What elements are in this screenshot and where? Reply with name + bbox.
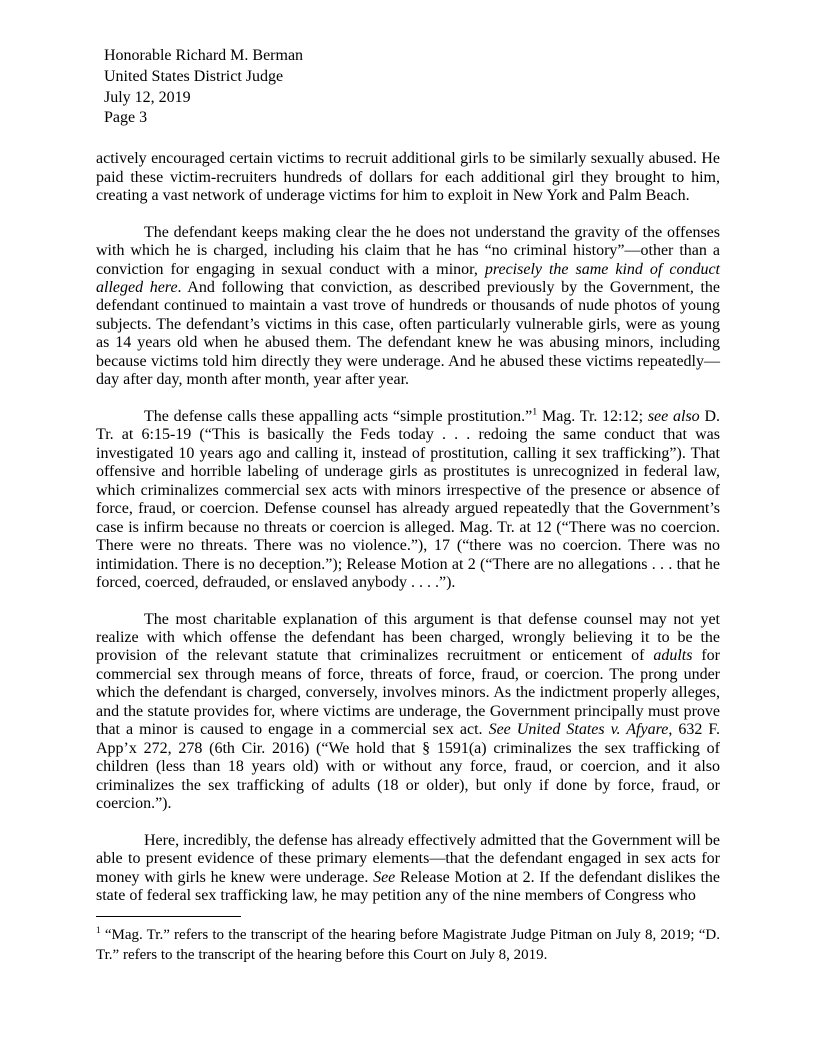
italic-text-run: precisely the same kind of conduct alleged here — [96, 260, 720, 296]
text-run: D. Tr. at 6:15-19 (“This is basically the Feds today . . . redoing the same conduct that was investigated 10 years ago and calling it, instead of prostitution, calling it sex trafficking”). That offensive and horrible labeling of underage girls as prostitutes is unrecognized in federal law, which criminalizes commercial sex acts with minors irrespective of the presence or absence of force, fraud, or coercion. Defense counsel has already argued repeatedly that the Government’s case is infirm because no threats or coercion is alleged. Mag. Tr. at 12 (“There was no coercion. There were no threats. There was no violence.”), 17 (“there was no coercion. There was no intimidation. There is no deception.”); Release Motion at 2 (“There are no allegations . . . that he forced, coerced, defrauded, or enslaved anybody . . . .”). — [96, 407, 720, 592]
text-run: The defendant keeps making clear the he does not understand the gravity of the offenses with which he is charged, including his claim that he has “no criminal history”—other than a conviction for engaging in sexual conduct with a minor, — [96, 223, 720, 278]
paragraph — [96, 611, 720, 814]
text-run: actively encouraged certain victims to recruit additional girls to be similarly sexually abused. He paid these victim-recruiters hundreds of dollars for each additional girl they brought to him, creating a vast network of underage victims for him to exploit in New York and Palm Beach. — [96, 150, 720, 205]
italic-text-run: See — [373, 868, 396, 886]
footnote-marker: 1 — [96, 926, 101, 936]
footnote-marker: 1 — [532, 406, 538, 418]
italic-text-run: See United States v. Afyare — [488, 721, 669, 739]
paragraph — [96, 224, 720, 390]
footnote-section — [96, 916, 720, 966]
text-run: for commercial sex through means of force, threats of force, fraud, or coercion. The prong under which the defendant is charged, conversely, involves minors. As the indictment properly alleges, and the statute provides for, where victims are underage, the Government principally must prove that a minor is caused to engage in a commercial sex act. — [96, 647, 721, 739]
text-run: Release Motion at 2. If the defendant dislikes the state of federal sex trafficking law, he may petition any of the nine members of Congress who — [96, 868, 720, 905]
header-line: Honorable Richard M. Berman — [104, 47, 304, 64]
header-line: Page 3 — [104, 109, 148, 127]
header-line: July 12, 2019 — [104, 88, 191, 106]
letter-header — [96, 46, 720, 129]
text-run: Mag. Tr. 12:12; — [537, 407, 648, 425]
header-line: United States District Judge — [104, 67, 284, 85]
paragraph — [96, 832, 720, 906]
text-run: Here, incredibly, the defense has already effectively admitted that the Government will be able to present evidence of these primary elements—that the defendant engaged in sex acts for money with girls he knew were underage. — [96, 831, 720, 886]
text-run: The defense calls these appalling acts “simple prostitution.” — [144, 407, 533, 425]
italic-text-run: adults — [653, 647, 693, 665]
text-run: The most charitable explanation of this argument is that defense counsel may not yet realize with which offense the defendant has been charged, wrongly believing it to be the provision of the relevant statute that criminalizes recruitment or enticement of — [96, 610, 720, 665]
footnote-separator — [96, 916, 241, 917]
paragraph — [96, 150, 720, 205]
footnote-text — [96, 925, 720, 966]
text-run: “Mag. Tr.” refers to the transcript of the hearing before Magistrate Judge Pitman on July 8, 2019; “D. Tr.” refers to the transcript of the hearing before this Court on July 8, 2019. — [96, 927, 720, 964]
document-body — [96, 150, 720, 905]
paragraph — [96, 408, 720, 593]
italic-text-run: see also — [647, 407, 700, 425]
text-run: , 632 F. App’x 272, 278 (6th Cir. 2016) (“We hold that § 1591(a) criminalizes the sex trafficking of children (less than 18 years old) with or without any force, fraud, or coercion, and it also criminalizes the sex trafficking of adults (18 or older), but only if done by force, fraud, or coercion.”). — [96, 721, 720, 813]
text-run: . And following that conviction, as described previously by the Government, the defendant continued to maintain a vast trove of hundreds or thousands of nude photos of young subjects. The defendant’s victims in this case, often particularly vulnerable girls, were as young as 14 years old when he abused them. The defendant knew he was abusing minors, including because victims told him directly they were underage. And he abused these victims repeatedly—day after day, month after month, year after year. — [96, 279, 720, 389]
